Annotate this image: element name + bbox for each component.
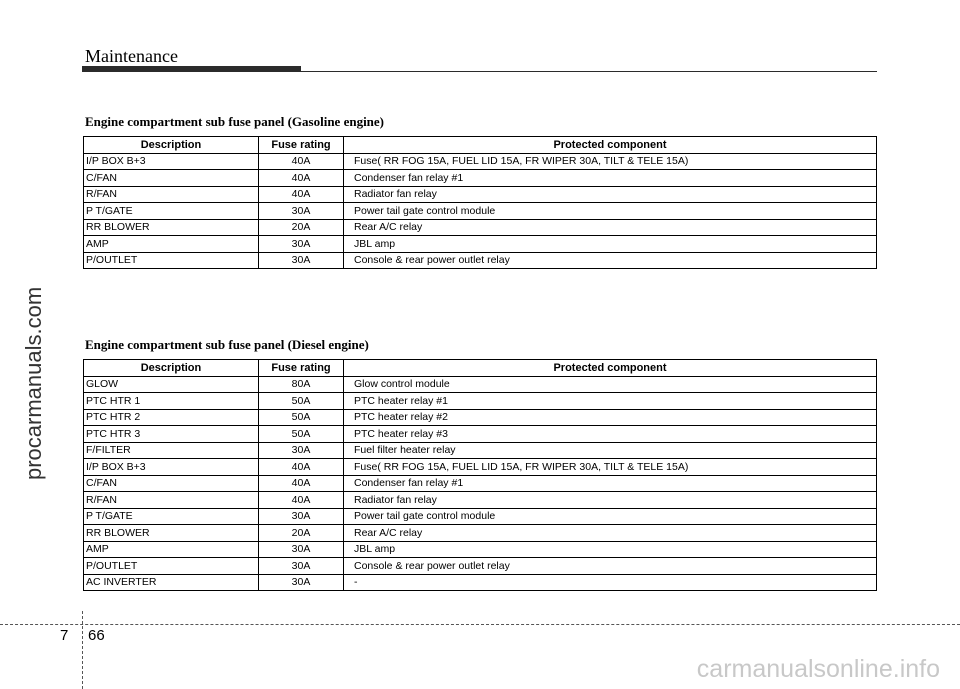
row-description: P T/GATE — [84, 508, 259, 525]
row-protected-component: Fuel filter heater relay — [344, 442, 877, 459]
table-row — [84, 426, 877, 443]
row-description: F/FILTER — [84, 442, 259, 459]
row-description: I/P BOX B+3 — [84, 153, 259, 170]
row-fuse-rating: 40A — [259, 475, 344, 492]
row-description: R/FAN — [84, 492, 259, 509]
row-fuse-rating: 30A — [259, 558, 344, 575]
column-header-description: Description — [84, 360, 259, 377]
chapter-number: 7 — [60, 627, 69, 644]
row-description: AC INVERTER — [84, 574, 259, 591]
table-row — [84, 203, 877, 220]
table-row — [84, 558, 877, 575]
row-protected-component: Condenser fan relay #1 — [344, 475, 877, 492]
row-fuse-rating: 40A — [259, 186, 344, 203]
row-fuse-rating: 20A — [259, 525, 344, 542]
table-header-row — [84, 360, 877, 377]
row-protected-component: Fuse( RR FOG 15A, FUEL LID 15A, FR WIPER 30A, TILT & TELE 15A) — [344, 153, 877, 170]
row-fuse-rating: 40A — [259, 153, 344, 170]
gasoline-table-body — [84, 153, 877, 269]
table-row — [84, 459, 877, 476]
header-rule-thin — [82, 71, 877, 72]
page-header-title: Maintenance — [85, 46, 178, 66]
bottom-watermark: carmanualsonline.info — [696, 655, 940, 683]
row-fuse-rating: 40A — [259, 170, 344, 187]
row-description: GLOW — [84, 376, 259, 393]
diesel-section-title: Engine compartment sub fuse panel (Diesel engine) — [85, 337, 369, 352]
table-row — [84, 442, 877, 459]
column-header-fuse-rating: Fuse rating — [259, 360, 344, 377]
row-description: C/FAN — [84, 475, 259, 492]
row-protected-component: Rear A/C relay — [344, 525, 877, 542]
table-row — [84, 508, 877, 525]
row-description: P/OUTLET — [84, 558, 259, 575]
row-description: AMP — [84, 236, 259, 253]
column-header-protected-component: Protected component — [344, 360, 877, 377]
row-description: P/OUTLET — [84, 252, 259, 269]
diesel-table-body — [84, 376, 877, 591]
table-header-row — [84, 137, 877, 154]
row-fuse-rating: 30A — [259, 574, 344, 591]
row-fuse-rating: 30A — [259, 252, 344, 269]
row-description: RR BLOWER — [84, 525, 259, 542]
row-fuse-rating: 50A — [259, 393, 344, 410]
row-fuse-rating: 30A — [259, 236, 344, 253]
table-row — [84, 574, 877, 591]
row-protected-component: Radiator fan relay — [344, 186, 877, 203]
row-description: I/P BOX B+3 — [84, 459, 259, 476]
row-description: C/FAN — [84, 170, 259, 187]
table-row — [84, 186, 877, 203]
row-protected-component: - — [344, 574, 877, 591]
row-protected-component: JBL amp — [344, 236, 877, 253]
table-row — [84, 409, 877, 426]
gasoline-section-title: Engine compartment sub fuse panel (Gasoline engine) — [85, 114, 385, 129]
row-description: RR BLOWER — [84, 219, 259, 236]
row-description: PTC HTR 3 — [84, 426, 259, 443]
row-protected-component: Power tail gate control module — [344, 203, 877, 220]
row-protected-component: JBL amp — [344, 541, 877, 558]
page-number: 66 — [88, 627, 105, 644]
column-header-description: Description — [84, 137, 259, 154]
row-fuse-rating: 30A — [259, 203, 344, 220]
row-description: P T/GATE — [84, 203, 259, 220]
table-row — [84, 492, 877, 509]
row-protected-component: Console & rear power outlet relay — [344, 252, 877, 269]
row-fuse-rating: 30A — [259, 442, 344, 459]
row-protected-component: Power tail gate control module — [344, 508, 877, 525]
row-protected-component: Fuse( RR FOG 15A, FUEL LID 15A, FR WIPER 30A, TILT & TELE 15A) — [344, 459, 877, 476]
table-row — [84, 393, 877, 410]
column-header-fuse-rating: Fuse rating — [259, 137, 344, 154]
row-fuse-rating: 30A — [259, 508, 344, 525]
row-protected-component: Glow control module — [344, 376, 877, 393]
row-description: R/FAN — [84, 186, 259, 203]
table-row — [84, 541, 877, 558]
gasoline-fuse-table — [83, 136, 877, 269]
row-fuse-rating: 30A — [259, 541, 344, 558]
diesel-fuse-table — [83, 359, 877, 591]
row-protected-component: Condenser fan relay #1 — [344, 170, 877, 187]
row-fuse-rating: 40A — [259, 492, 344, 509]
row-protected-component: Rear A/C relay — [344, 219, 877, 236]
row-protected-component: Radiator fan relay — [344, 492, 877, 509]
table-row — [84, 525, 877, 542]
table-row — [84, 376, 877, 393]
table-row — [84, 170, 877, 187]
footer-vertical-rule — [82, 611, 83, 689]
column-header-protected-component: Protected component — [344, 137, 877, 154]
table-row — [84, 236, 877, 253]
table-row — [84, 475, 877, 492]
row-protected-component: PTC heater relay #1 — [344, 393, 877, 410]
table-row — [84, 252, 877, 269]
row-protected-component: Console & rear power outlet relay — [344, 558, 877, 575]
side-watermark: procarmanuals.com — [21, 286, 46, 480]
row-fuse-rating: 20A — [259, 219, 344, 236]
row-fuse-rating: 40A — [259, 459, 344, 476]
row-protected-component: PTC heater relay #3 — [344, 426, 877, 443]
row-fuse-rating: 50A — [259, 426, 344, 443]
footer-rule — [0, 624, 960, 625]
row-fuse-rating: 80A — [259, 376, 344, 393]
table-row — [84, 153, 877, 170]
row-description: PTC HTR 1 — [84, 393, 259, 410]
row-description: PTC HTR 2 — [84, 409, 259, 426]
row-fuse-rating: 50A — [259, 409, 344, 426]
table-row — [84, 219, 877, 236]
row-protected-component: PTC heater relay #2 — [344, 409, 877, 426]
row-description: AMP — [84, 541, 259, 558]
